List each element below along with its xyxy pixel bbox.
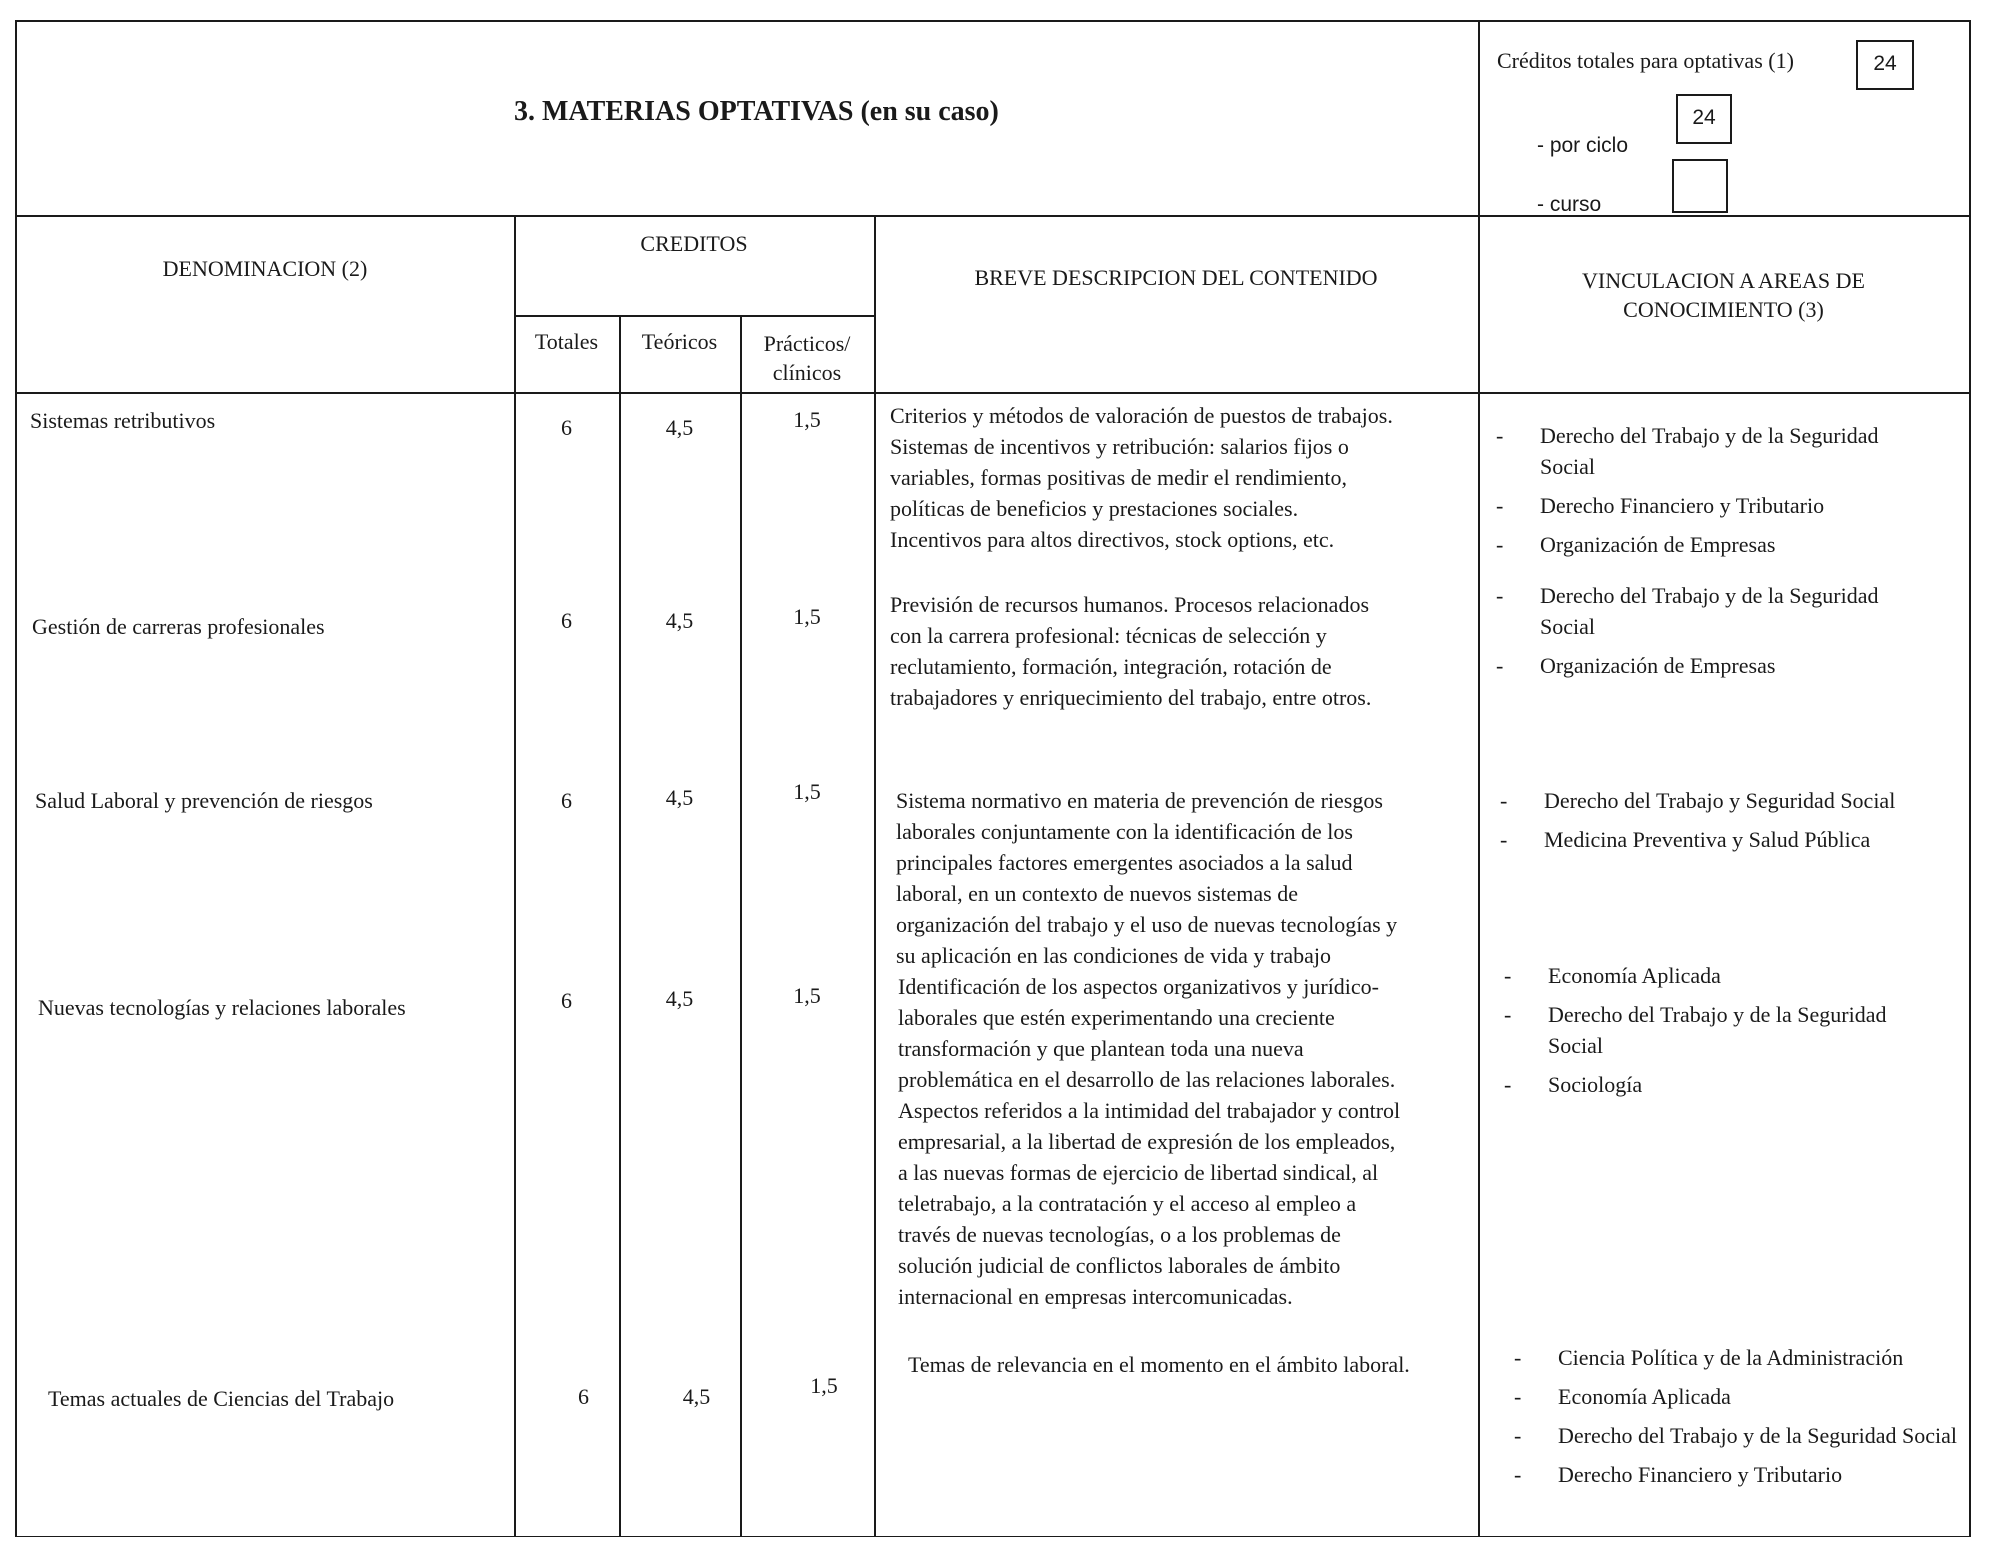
vinculacion-header-1: VINCULACION A AREAS DE: [1582, 268, 1865, 293]
row1-area-3: - Organización de Empresas: [1496, 529, 1936, 560]
practicos-header-1: Prácticos/: [763, 331, 851, 356]
row4-desc-line-6: empresarial, a la libertad de expresión de los empleados,: [898, 1129, 1396, 1154]
row3-desc-line-3: principales factores emergentes asociados a la salud: [896, 850, 1353, 875]
row4-desc-line-11: internacional en empresas intercomunicadas.: [898, 1284, 1293, 1309]
row5-practicos: 1,5: [810, 1373, 838, 1398]
row5-area-2: - Economía Aplicada: [1514, 1381, 1964, 1412]
row4-practicos: 1,5: [793, 983, 821, 1008]
row4-desc-line-8: teletrabajo, a la contratación y el acceso al empleo a: [898, 1191, 1357, 1216]
row2-desc-line-3: reclutamiento, formación, integración, rotación de: [890, 654, 1332, 679]
teoricos-header: Teóricos: [641, 329, 718, 354]
col-divider-2: [619, 315, 621, 1536]
row5-description: [908, 1349, 1478, 1380]
row2-area-1: - Derecho del Trabajo y de la Seguridad Social: [1496, 580, 1936, 642]
left-border: [15, 20, 17, 1536]
col-divider-3: [740, 315, 742, 1536]
row1-desc-line-2: Sistemas de incentivos y retribución: salarios fijos o: [890, 434, 1349, 459]
row4-areas: [1504, 960, 1944, 1108]
row3-practicos: 1,5: [793, 779, 821, 804]
row1-practicos: 1,5: [793, 407, 821, 432]
denominacion-header: DENOMINACION (2): [162, 256, 368, 281]
row4-area-3: - Sociología: [1504, 1069, 1944, 1100]
section-title-main: 3. MATERIAS OPTATIVAS: [514, 96, 854, 127]
row4-desc-line-10: solución judicial de conflictos laborales de ámbito: [898, 1253, 1341, 1278]
header-divider: [15, 215, 1971, 217]
bottom-border: [15, 1536, 1971, 1537]
por-ciclo-label: - por ciclo: [1537, 134, 1629, 157]
row4-name: Nuevas tecnologías y relaciones laborales: [38, 995, 406, 1020]
row1-areas: [1496, 420, 1936, 568]
row5-area-4: - Derecho Financiero y Tributario: [1514, 1459, 1964, 1490]
row4-teoricos: 4,5: [665, 986, 694, 1011]
row1-desc-line-4: políticas de beneficios y prestaciones sociales.: [890, 496, 1299, 521]
row4-desc-line-1: Identificación de los aspectos organizativos y jurídico-: [898, 974, 1380, 999]
row4-desc-line-9: través de nuevas tecnologías, o a los problemas de: [898, 1222, 1341, 1247]
row1-name: Sistemas retributivos: [30, 408, 216, 433]
row2-name: Gestión de carreras profesionales: [32, 614, 325, 639]
row3-desc-line-1: Sistema normativo en materia de prevención de riesgos: [896, 788, 1383, 813]
row3-description: [896, 785, 1476, 971]
creditos-header: CREDITOS: [640, 231, 748, 256]
creditos-totales-label: Créditos totales para optativas (1): [1497, 48, 1794, 73]
row1-desc-line-5: Incentivos para altos directivos, stock options, etc.: [890, 527, 1335, 552]
column-header-divider: [15, 392, 1971, 394]
row4-totales: 6: [561, 988, 572, 1013]
row2-area-2: - Organización de Empresas: [1496, 650, 1936, 681]
creditos-subdivider: [514, 315, 874, 317]
creditos-totales-box[interactable]: 24: [1856, 40, 1914, 90]
right-border: [1969, 20, 1971, 1536]
row3-area-2: - Medicina Preventiva y Salud Pública: [1500, 824, 1960, 855]
row2-teoricos: 4,5: [665, 608, 694, 633]
row4-desc-line-4: problemática en el desarrollo de las relaciones laborales.: [898, 1067, 1396, 1092]
row3-desc-line-5: organización del trabajo y el uso de nuevas tecnologías y: [896, 912, 1398, 937]
section-title: [514, 96, 999, 127]
header-right-divider: [1478, 20, 1480, 216]
col-divider-5: [1478, 215, 1480, 1536]
row1-teoricos: 4,5: [665, 415, 694, 440]
row2-practicos: 1,5: [793, 604, 821, 629]
row1-desc-line-1: Criterios y métodos de valoración de puestos de trabajos.: [890, 403, 1393, 428]
curso-label: - curso: [1537, 193, 1602, 216]
row5-desc-line-1: Temas de relevancia en el momento en el ámbito laboral.: [908, 1352, 1410, 1377]
row5-area-1: - Ciencia Política y de la Administración: [1514, 1342, 1964, 1373]
row4-desc-line-5: Aspectos referidos a la intimidad del trabajador y control: [898, 1098, 1401, 1123]
row4-desc-line-2: laborales que estén experimentando una creciente: [898, 1005, 1335, 1030]
col-divider-4: [874, 215, 876, 1536]
row2-desc-line-2: con la carrera profesional: técnicas de selección y: [890, 623, 1327, 648]
descripcion-header: BREVE DESCRIPCION DEL CONTENIDO: [974, 265, 1378, 290]
totales-header: Totales: [534, 329, 599, 354]
row2-description: [890, 589, 1470, 713]
row1-area-1: - Derecho del Trabajo y de la Seguridad Social: [1496, 420, 1936, 482]
row2-totales: 6: [561, 608, 572, 633]
row5-area-3: - Derecho del Trabajo y de la Seguridad Social: [1514, 1420, 1964, 1451]
row3-name: Salud Laboral y prevención de riesgos: [35, 788, 373, 813]
top-border: [15, 20, 1971, 22]
row5-totales: 6: [578, 1384, 589, 1409]
row3-desc-line-2: laborales conjuntamente con la identificación de los: [896, 819, 1353, 844]
row4-description: [898, 971, 1478, 1312]
row2-desc-line-4: trabajadores y enriquecimiento del trabajo, entre otros.: [890, 685, 1372, 710]
row3-desc-line-4: laboral, en un contexto de nuevos sistemas de: [896, 881, 1299, 906]
row2-desc-line-1: Previsión de recursos humanos. Procesos relacionados: [890, 592, 1370, 617]
row3-desc-line-6: su aplicación en las condiciones de vida y trabajo: [896, 943, 1331, 968]
practicos-header-2: clínicos: [772, 360, 842, 385]
row5-name: Temas actuales de Ciencias del Trabajo: [48, 1386, 395, 1411]
row5-areas: [1514, 1342, 1964, 1498]
por-ciclo-box[interactable]: 24: [1676, 94, 1732, 144]
row3-area-1: - Derecho del Trabajo y Seguridad Social: [1500, 785, 1960, 816]
row1-desc-line-3: variables, formas positivas de medir el rendimiento,: [890, 465, 1347, 490]
row3-areas: [1500, 785, 1960, 863]
row2-areas: [1496, 580, 1936, 689]
row1-description: [890, 400, 1470, 555]
row4-desc-line-7: a las nuevas formas de ejercicio de libertad sindical, al: [898, 1160, 1379, 1185]
curso-box[interactable]: [1672, 159, 1728, 213]
section-title-suffix: (en su caso): [860, 96, 999, 127]
row4-area-1: - Economía Aplicada: [1504, 960, 1944, 991]
row4-area-2: - Derecho del Trabajo y de la Seguridad Social: [1504, 999, 1944, 1061]
row3-teoricos: 4,5: [665, 785, 694, 810]
vinculacion-header-2: CONOCIMIENTO (3): [1623, 297, 1824, 322]
row5-teoricos: 4,5: [682, 1384, 711, 1409]
row1-area-2: - Derecho Financiero y Tributario: [1496, 490, 1936, 521]
row4-desc-line-3: transformación y que plantean toda una nueva: [898, 1036, 1304, 1061]
row1-totales: 6: [561, 415, 572, 440]
row3-totales: 6: [561, 788, 572, 813]
